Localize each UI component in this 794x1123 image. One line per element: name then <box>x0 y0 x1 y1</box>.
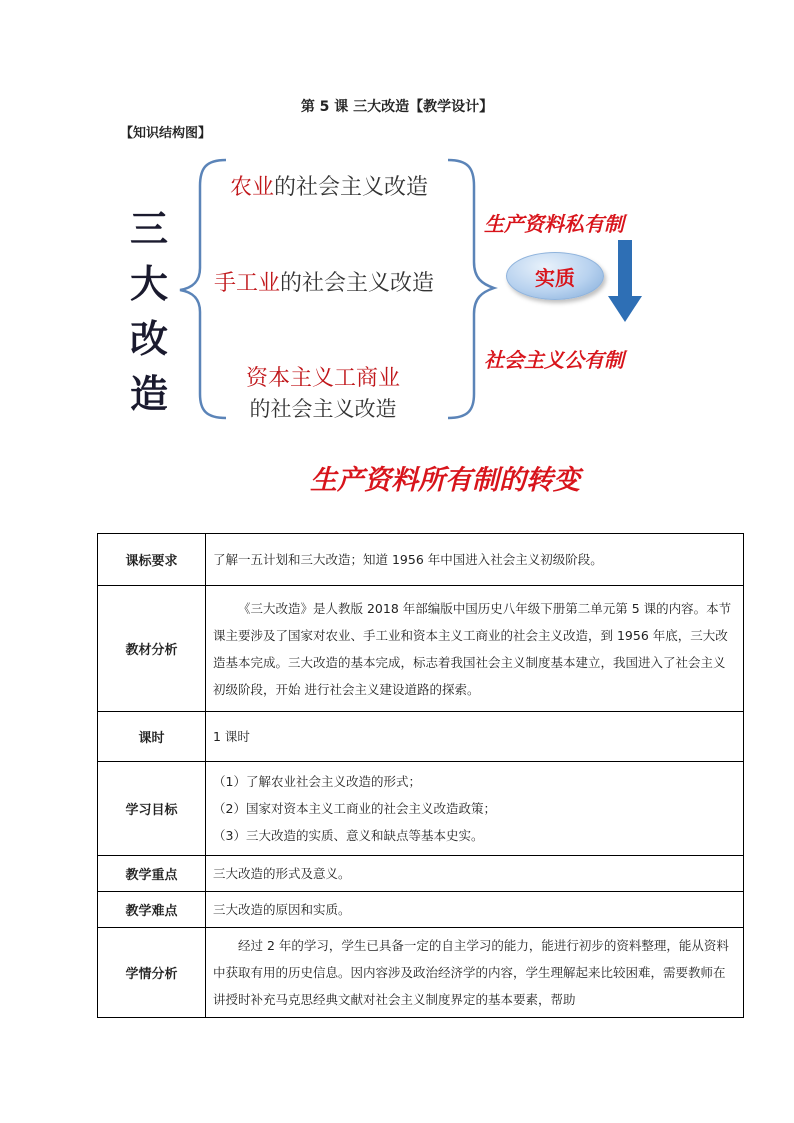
table-row <box>98 892 744 928</box>
lesson-table <box>97 533 744 1018</box>
section-label: 【知识结构图】 <box>120 126 212 141</box>
table-row <box>98 762 744 856</box>
row-header: 学习目标 <box>98 762 206 856</box>
objective-item: （3）三大改造的实质、意义和缺点等基本史实。 <box>213 828 484 843</box>
item-handicraft-key: 手工业 <box>214 271 281 296</box>
row-header: 教学重点 <box>98 856 206 892</box>
row-header: 课标要求 <box>98 534 206 586</box>
public-ownership-text: 社会主义公有制 <box>484 348 624 372</box>
row-header: 教学难点 <box>98 892 206 928</box>
essence-badge: 实质 <box>506 252 604 300</box>
row-header: 学情分析 <box>98 928 206 1018</box>
diagram-lines <box>0 0 794 520</box>
item-agriculture <box>230 170 428 201</box>
row-header: 课时 <box>98 712 206 762</box>
item-handicraft <box>214 266 434 297</box>
item-capitalist-rest: 的社会主义改造 <box>249 397 397 421</box>
row-header: 教材分析 <box>98 586 206 712</box>
row-content: 了解一五计划和三大改造；知道 1956 年中国进入社会主义初级阶段。 <box>206 534 744 586</box>
item-agriculture-key: 农业 <box>230 175 275 200</box>
vertical-char-2: 大 <box>130 261 169 306</box>
table-row <box>98 856 744 892</box>
table-row <box>98 928 744 1018</box>
vertical-char-3: 改 <box>130 316 169 361</box>
row-content: 1 课时 <box>206 712 744 762</box>
row-content: 经过 2 年的学习，学生已具备一定的自主学习的能力，能进行初步的资料整理，能从资料中获取有用的历史信息。因内容涉及政治经济学的内容，学生理解起来比较困难，需要教师在讲授时补充马克思经典文献对社会主义制度界定的基本要素，帮助 <box>206 928 744 1018</box>
row-content <box>206 762 744 856</box>
table-row <box>98 586 744 712</box>
ownership-change-text: 生产资料所有制的转变 <box>310 465 580 496</box>
item-agriculture-rest: 的社会主义改造 <box>274 175 429 200</box>
vertical-char-1: 三 <box>130 206 169 251</box>
row-content: 三大改造的形式及意义。 <box>206 856 744 892</box>
item-capitalist <box>246 364 400 424</box>
down-arrow-icon <box>608 240 642 322</box>
row-content: 《三大改造》是人教版 2018 年部编版中国历史八年级下册第二单元第 5 课的内容。本节课主要涉及了国家对农业、手工业和资本主义工商业的社会主义改造，到 1956 年底，三大改造基本完成。三大改造的基本完成，标志着我国社会主义制度基本建立，我国进入了社会主义初级阶段，开始 进行社会主义建设道路的探索。 <box>206 586 744 712</box>
objective-item: （2）国家对资本主义工商业的社会主义改造政策； <box>213 801 496 816</box>
objective-item: （1）了解农业社会主义改造的形式； <box>213 774 421 789</box>
page-title: 第 5 课 三大改造【教学设计】 <box>300 99 494 115</box>
table-row <box>98 534 744 586</box>
table-row <box>98 712 744 762</box>
vertical-char-4: 造 <box>130 371 169 416</box>
private-ownership-text: 生产资料私有制 <box>484 212 624 236</box>
item-capitalist-key: 资本主义工商业 <box>246 366 401 391</box>
knowledge-diagram <box>0 0 794 520</box>
row-content: 三大改造的原因和实质。 <box>206 892 744 928</box>
item-handicraft-rest: 的社会主义改造 <box>280 271 435 296</box>
right-brace <box>448 160 494 418</box>
